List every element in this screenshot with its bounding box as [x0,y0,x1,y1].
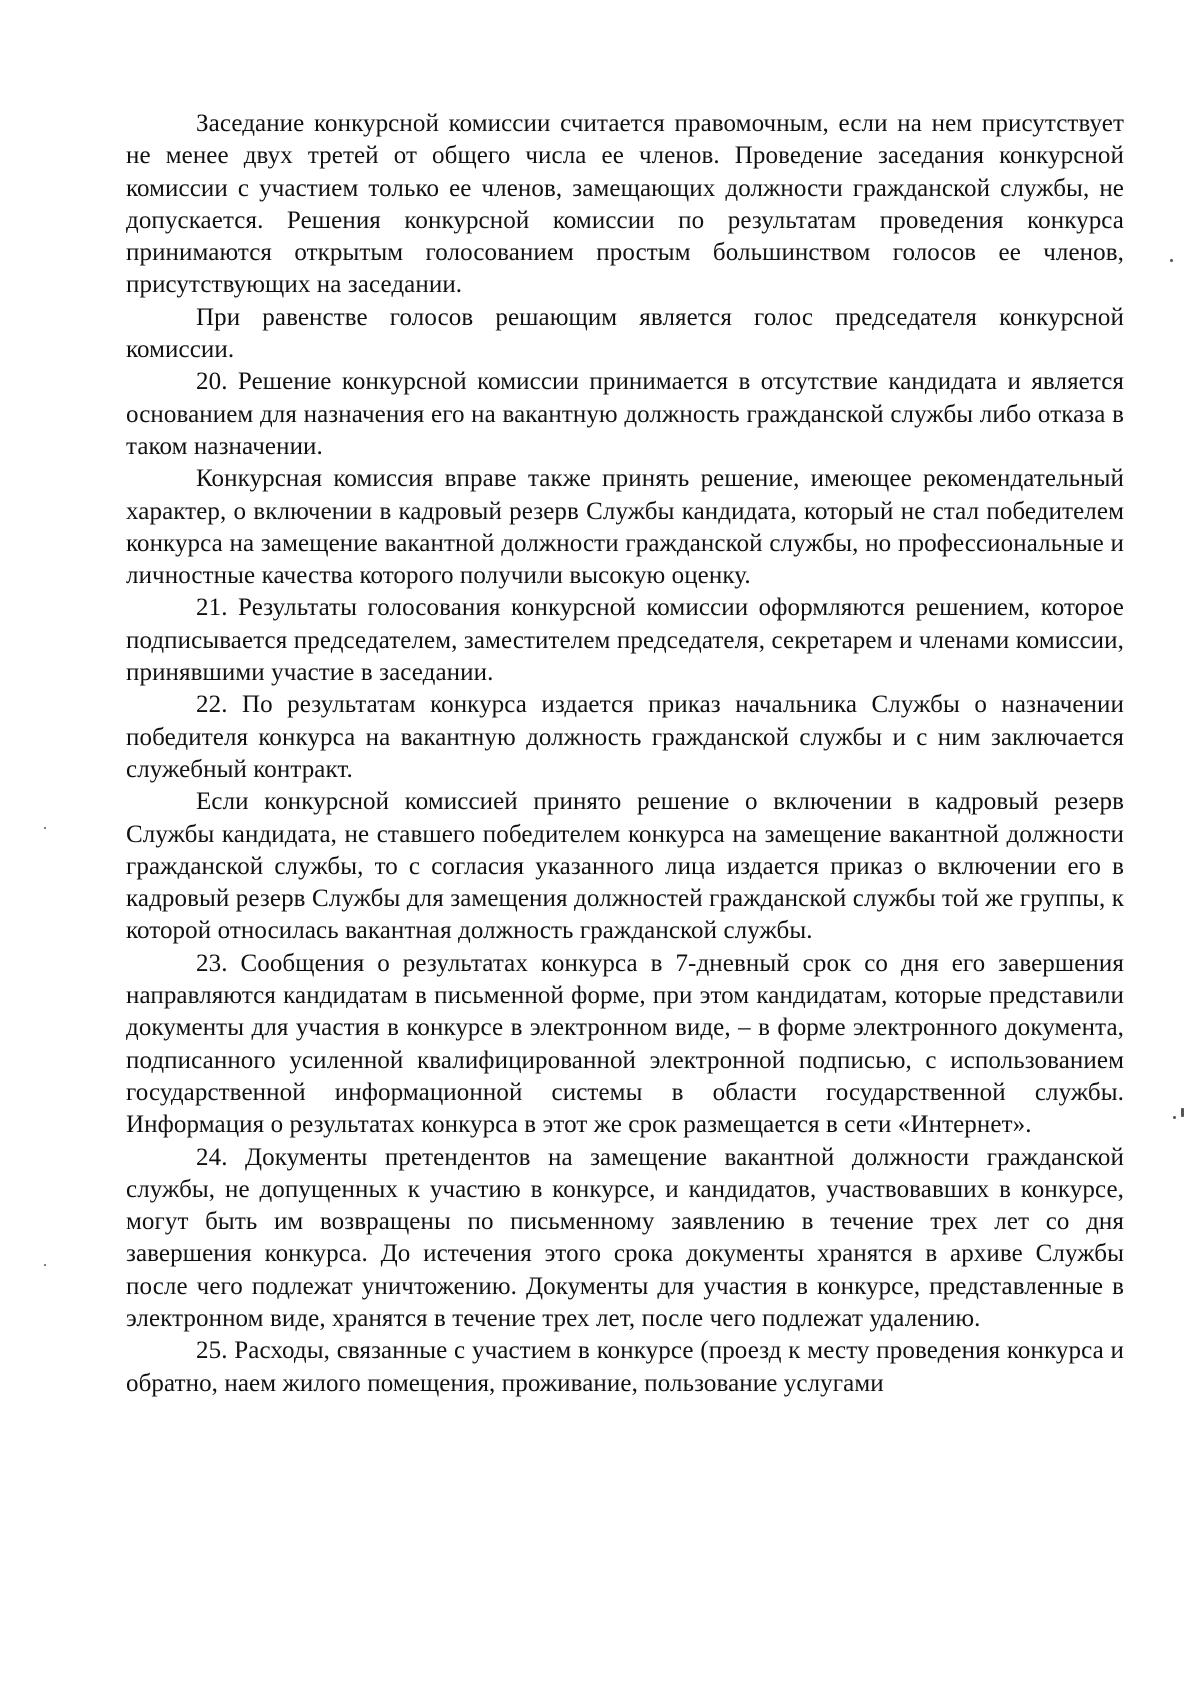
paragraph-item-24: 24. Документы претендентов на замещение вакантной должности гражданской службы, не допущенных к участию в конкурсе, и кандидатов, участвовавших в конкурсе, могут быть им возвращены по письменному заявлению в течение трех лет со дня завершения конкурса. До истечения этого срока документы хранятся в архиве Службы после чего подлежат уничтожению. Документы для участия в конкурсе, представленные в электронном виде, хранятся в течение трех лет, после чего подлежат удалению. [126,1143,1124,1332]
paragraph-item-25: 25. Расходы, связанные с участием в конкурсе (проезд к месту проведения конкурса и обратно, наем жилого помещения, проживание, пользование услугами [126,1337,1124,1397]
document-body [126,108,1124,1400]
scan-speck [44,827,46,829]
paragraph-tie-vote: При равенстве голосов решающим является голос председателя конкурсной комиссии. [126,303,1124,364]
paragraph-reserve-order: Если конкурсной комиссией принято решение о включении в кадровый резерв Службы кандидата, не ставшего победителем конкурса на замещение вакантной должности гражданской службы, то с согласия указанного лица издается приказ о включении его в кадровый резерв Службы для замещения должностей гражданской службы той же группы, к которой относилась вакантная должность гражданской службы. [126,788,1124,945]
scan-speck [1181,1108,1184,1117]
paragraph-item-20: 20. Решение конкурсной комиссии принимается в отсутствие кандидата и является основанием для назначения его на вакантную должность гражданской службы либо отказа в таком назначении. [126,368,1124,460]
scan-speck [1173,1116,1176,1119]
paragraph-item-22: 22. По результатам конкурса издается приказ начальника Службы о назначении победителя конкурса на вакантную должность гражданской службы и с ним заключается служебный контракт. [126,691,1124,783]
paragraph-quorum: Заседание конкурсной комиссии считается правомочным, если на нем присутствует не менее двух третей от общего числа ее членов. Проведение заседания конкурсной комиссии с участием только ее членов, замещающих должности гражданской службы, не допускается. Решения конкурсной комиссии по результатам проведения конкурса принимаются открытым голосованием простым большинством голосов ее членов, присутствующих на заседании. [126,110,1124,299]
paragraph-item-21: 21. Результаты голосования конкурсной комиссии оформляются решением, которое подписывается председателем, заместителем председателя, секретарем и членами комиссии, принявшими участие в заседании. [126,594,1124,687]
paragraph-reserve-recommendation: Конкурсная комиссия вправе также принять решение, имеющее рекомендательный характер, о включении в кадровый резерв Службы кандидата, который не стал победителем конкурса на замещение вакантной должности гражданской службы, но профессиональные и личностные качества которого получили высокую оценку. [126,465,1124,590]
paragraph-item-23: 23. Сообщения о результатах конкурса в 7-дневный срок со дня его завершения направляются кандидатам в письменной форме, при этом кандидатам, которые представили документы для участия в конкурсе в электронном виде, – в форме электронного документа, подписанного усиленной квалифицированной электронной подписью, с использованием государственной информационной системы в области государственной службы. Информация о результатах конкурса в этот же срок размещается в сети «Интернет». [126,949,1124,1139]
scan-speck [1170,259,1173,262]
scan-speck [44,1264,46,1266]
